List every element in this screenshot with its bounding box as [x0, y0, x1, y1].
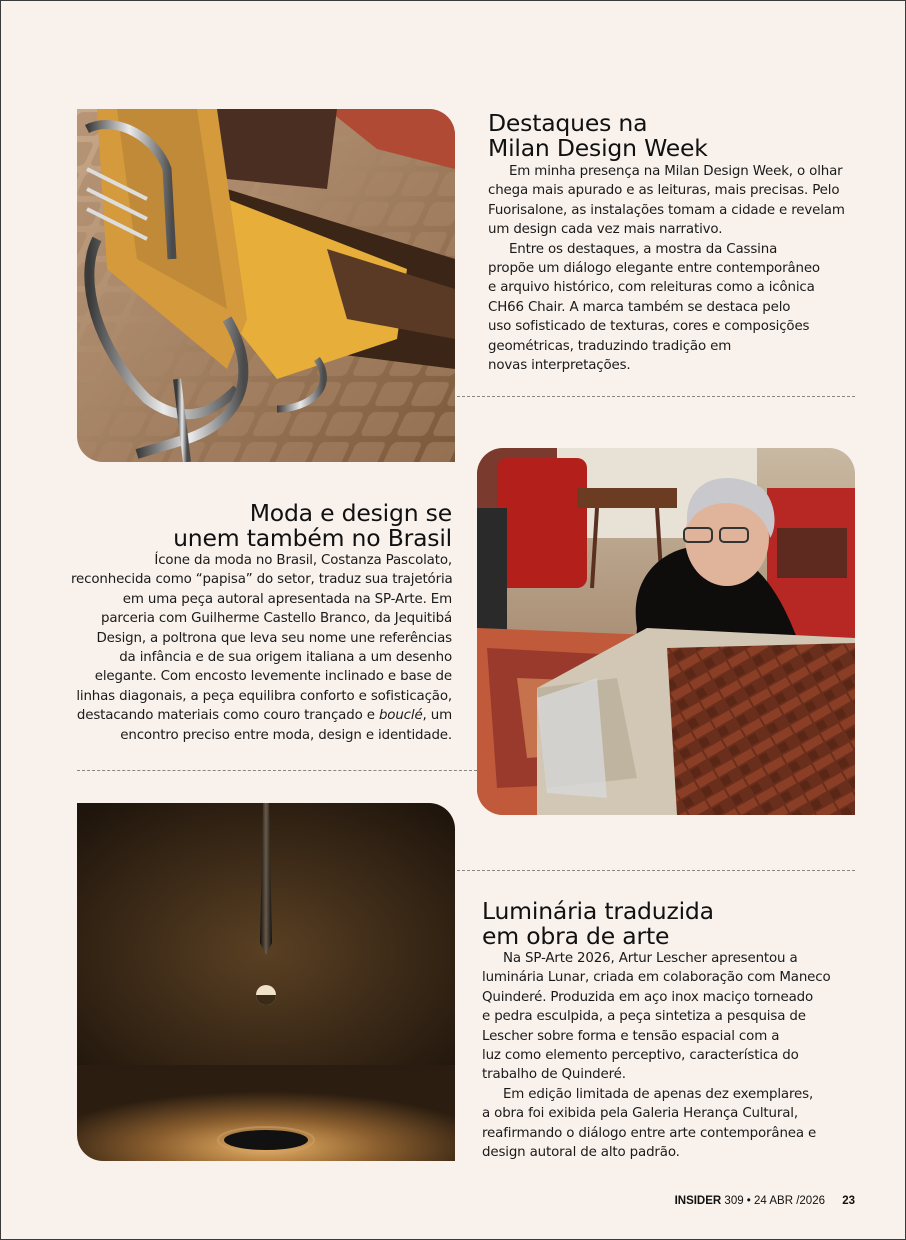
text-line: parceria com Guilherme Castello Branco, da Jequitibá — [101, 611, 452, 627]
title-line: Luminária traduzida — [482, 897, 714, 925]
issue-info: 309 • 24 ABR /2026 — [724, 1195, 825, 1207]
magazine-page — [1, 1, 905, 1239]
title-line: Milan Design Week — [488, 134, 708, 162]
text-line: a obra foi exibida pela Galeria Herança Cultural, — [482, 1106, 798, 1122]
text-line: e arquivo histórico, com releituras como a icônica — [488, 280, 815, 296]
section-luminaria — [482, 899, 862, 1162]
text-line — [71, 706, 452, 725]
section-milan — [488, 111, 868, 375]
text-line: CH66 Chair. A marca também se destaca pelo — [488, 299, 791, 315]
title-line: em obra de arte — [482, 922, 670, 950]
section-milan-paragraph-2 — [488, 240, 868, 376]
portrait-photo-art — [477, 448, 855, 815]
italic-word: bouclé — [378, 708, 423, 724]
portrait-photo — [477, 448, 855, 815]
text-line: Entre os destaques, a mostra da Cassina — [509, 241, 778, 257]
text-line: luz como elemento perceptivo, característica do — [482, 1048, 799, 1064]
section-moda-paragraph — [71, 551, 452, 745]
text-line: propõe um diálogo elegante entre contemporâneo — [488, 261, 820, 277]
text-line: reafirmando o diálogo entre arte contemporânea e — [482, 1125, 817, 1141]
text-line: elegante. Com encosto levemente inclinado e base de — [94, 669, 452, 685]
page-number: 23 — [842, 1195, 855, 1207]
section-moda-title — [71, 501, 452, 551]
chair-photo-art — [77, 109, 455, 462]
divider — [457, 396, 855, 397]
text-line: Na SP-Arte 2026, Artur Lescher apresentou a — [503, 951, 798, 966]
text-line: design autoral de alto padrão. — [482, 1145, 680, 1161]
text-line: Ícone da moda no Brasil, Costanza Pascolato, — [154, 553, 452, 568]
text-line: em uma peça autoral apresentada na SP-Arte. Em — [122, 591, 452, 607]
pendant-lamp-photo-art — [77, 803, 455, 1161]
text-line: novas interpretações. — [488, 358, 631, 374]
text-line: geométricas, traduzindo tradição em — [488, 338, 732, 354]
text-line: e pedra esculpida, a peça sintetiza a pesquisa de — [482, 1009, 806, 1025]
text-line: luminária Lunar, criada em colaboração com Maneco — [482, 970, 831, 986]
pendant-lamp-photo — [77, 803, 455, 1161]
section-luminaria-title — [482, 899, 862, 949]
chair-photo — [77, 109, 455, 462]
text-line: reconhecida como “papisa” do setor, traduz sua trajetória — [71, 572, 453, 588]
text-line: encontro preciso entre moda, design e identidade. — [120, 727, 452, 743]
title-line: unem também no Brasil — [173, 524, 452, 552]
magazine-name: INSIDER — [674, 1195, 722, 1207]
text-fragment: , um — [422, 708, 452, 724]
text-line: Em minha presença na Milan Design Week, o olhar — [509, 164, 843, 179]
text-line: Em edição limitada de apenas dez exemplares, — [503, 1086, 814, 1102]
text-line: trabalho de Quinderé. — [482, 1067, 626, 1083]
text-line: Lescher sobre forma e tensão espacial com a — [482, 1028, 780, 1044]
text-line: Design, a poltrona que leva seu nome une referências — [96, 630, 452, 646]
text-line: da infância e de sua origem italiana a um desenho — [119, 650, 452, 666]
section-luminaria-paragraph-1 — [482, 949, 862, 1085]
title-line: Moda e design se — [249, 499, 452, 527]
text-line: uso sofisticado de texturas, cores e composições — [488, 319, 810, 335]
section-milan-paragraph-1 — [488, 162, 868, 240]
page-footer — [675, 1195, 855, 1207]
text-line: Fuorisalone, as instalações tomam a cidade e revelam — [488, 202, 845, 218]
text-line: chega mais apurado e as leituras, mais precisas. Pelo — [488, 183, 840, 199]
text-line: Quinderé. Produzida em aço inox maciço torneado — [482, 989, 814, 1005]
section-luminaria-paragraph-2 — [482, 1085, 862, 1163]
divider — [457, 870, 855, 871]
section-moda — [71, 501, 452, 745]
text-fragment: destacando materiais como couro trançado e — [76, 708, 379, 724]
section-milan-title — [488, 111, 868, 161]
text-line: linhas diagonais, a peça equilibra conforto e sofisticação, — [76, 688, 452, 704]
text-line: um design cada vez mais narrativo. — [488, 222, 723, 238]
title-line: Destaques na — [488, 109, 648, 137]
divider — [77, 770, 477, 771]
